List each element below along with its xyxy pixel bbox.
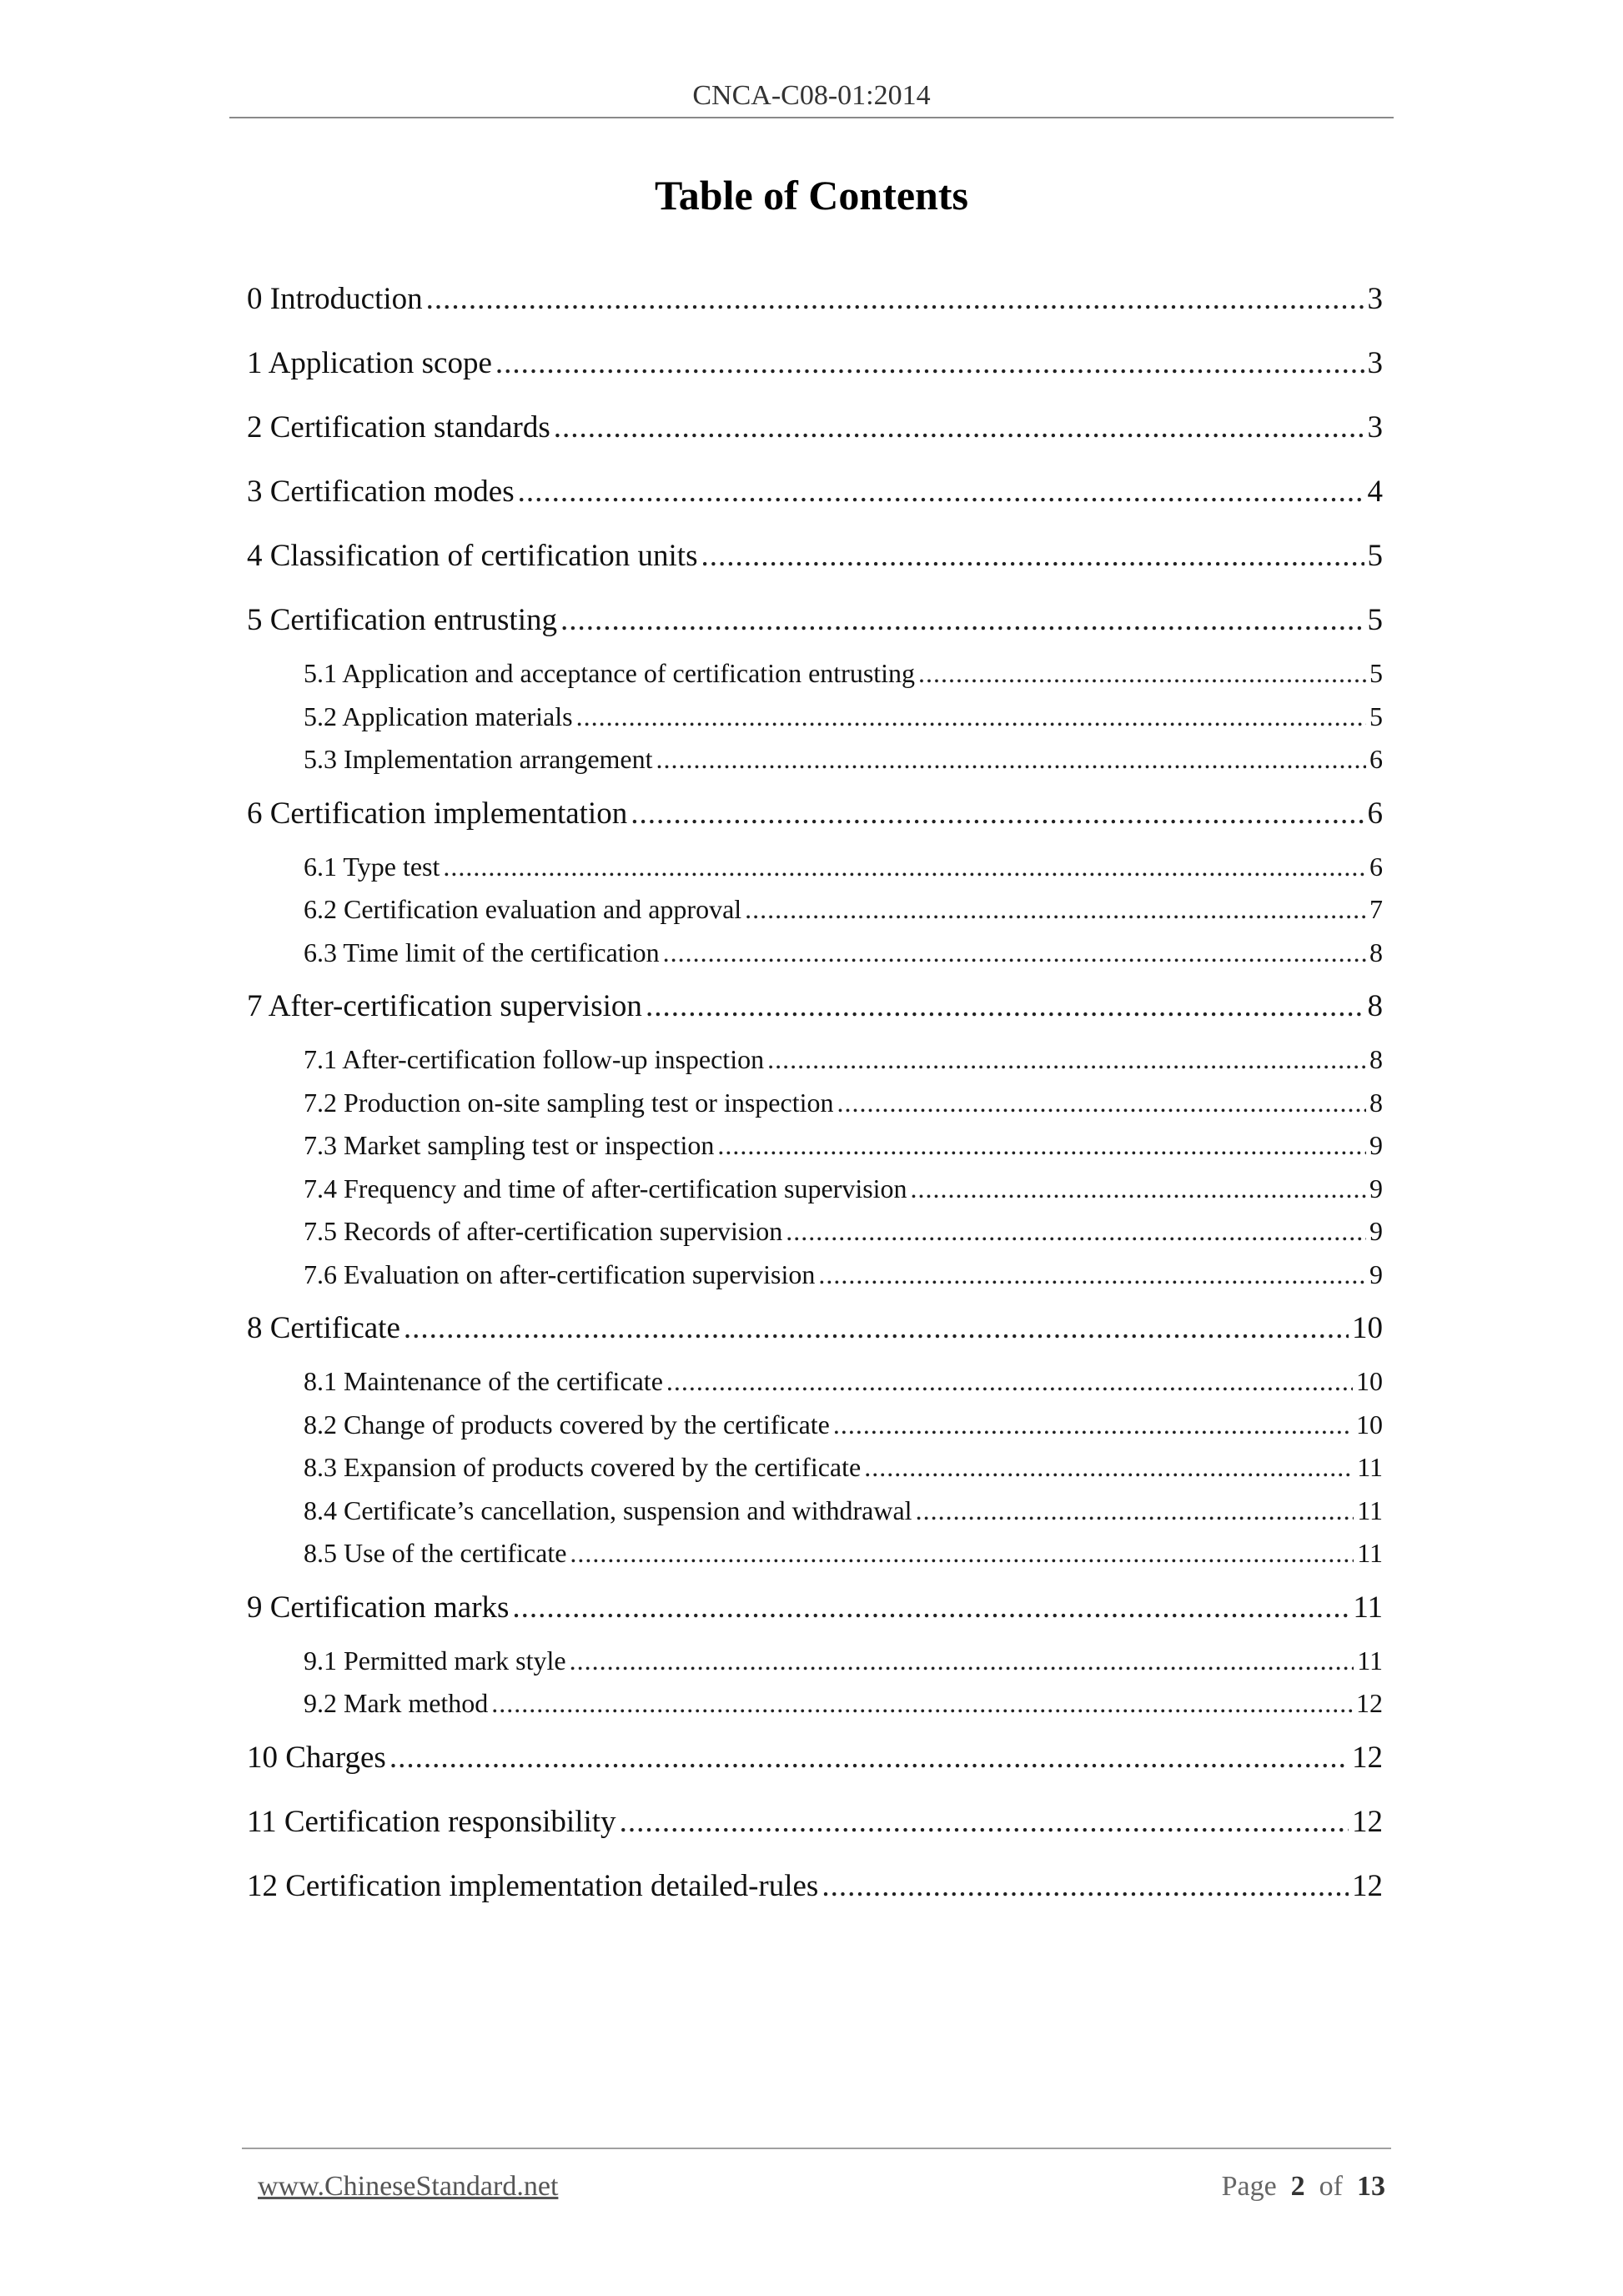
toc-entry-page: 10 [1352,1311,1383,1345]
website-link[interactable]: www.ChineseStandard.net [258,2171,559,2202]
toc-dot-leader [491,1682,1353,1726]
toc-subentry[interactable] [247,1168,1383,1211]
toc-entry-title: 6.2 Certification evaluation and approval [304,894,742,924]
footer-divider [242,2148,1391,2149]
toc-dot-leader [495,331,1364,395]
toc-dot-leader [426,267,1364,331]
page-total: 13 [1357,2171,1385,2202]
page-title: Table of Contents [655,172,968,219]
toc-subentry[interactable] [247,696,1383,739]
toc-dot-leader [570,1640,1354,1683]
toc-dot-leader [911,1168,1366,1211]
toc-entry-page: 3 [1367,346,1383,380]
toc-entry-title: 7.5 Records of after-certification supervision [304,1216,783,1246]
toc-entry-page: 11 [1357,1495,1383,1525]
toc-entry-title: 5.3 Implementation arrangement [304,744,653,774]
toc-subentry[interactable] [247,932,1383,975]
toc-entry-page: 11 [1357,1538,1383,1568]
toc-entry[interactable] [247,1296,1383,1360]
of-word: of [1319,2171,1343,2202]
toc-dot-leader [576,696,1366,739]
toc-entry-page: 12 [1352,1868,1383,1903]
toc-entry-page: 3 [1367,282,1383,316]
toc-entry-title: 9.2 Mark method [304,1688,489,1718]
toc-entry[interactable] [247,1726,1383,1790]
toc-entry-page: 11 [1357,1645,1383,1676]
toc-entry-title: 8.5 Use of the certificate [304,1538,567,1568]
toc-subentry[interactable] [247,1446,1383,1490]
toc-entry-page: 9 [1369,1173,1383,1203]
toc-dot-leader [570,1532,1354,1575]
document-code-header: CNCA-C08-01:2014 [692,80,931,111]
toc-entry-title: 1 Application scope [247,346,492,380]
toc-subentry[interactable] [247,888,1383,932]
toc-entry-title: 8 Certificate [247,1311,400,1345]
toc-dot-leader [554,395,1364,460]
toc-subentry[interactable] [247,738,1383,781]
toc-entry-title: 6.3 Time limit of the certification [304,937,660,967]
toc-entry-page: 3 [1367,410,1383,445]
toc-dot-leader [620,1790,1349,1854]
toc-entry-title: 7 After-certification supervision [247,989,642,1023]
toc-entry-page: 6 [1369,744,1383,774]
toc-subentry[interactable] [247,1404,1383,1447]
toc-entry-title: 7.1 After-certification follow-up inspection [304,1044,765,1074]
toc-entry-page: 6 [1369,851,1383,882]
toc-entry[interactable] [247,460,1383,524]
toc-dot-leader [745,888,1366,932]
toc-subentry[interactable] [247,1082,1383,1125]
page-indicator [1222,2171,1385,2203]
toc-entry-page: 5 [1367,539,1383,573]
toc-entry-page: 5 [1367,603,1383,637]
toc-entry-title: 3 Certification modes [247,475,515,509]
toc-dot-leader [646,974,1364,1038]
toc-entry-title: 7.4 Frequency and time of after-certification supervision [304,1173,907,1203]
toc-dot-leader [864,1446,1354,1490]
toc-dot-leader [786,1210,1366,1254]
toc-entry-title: 8.1 Maintenance of the certificate [304,1366,663,1396]
toc-entry-page: 11 [1357,1452,1383,1482]
toc-dot-leader [560,588,1364,652]
toc-entry-page: 9 [1369,1216,1383,1246]
toc-subentry[interactable] [247,1640,1383,1683]
toc-subentry[interactable] [247,1254,1383,1297]
toc-dot-leader [518,460,1364,524]
toc-dot-leader [818,1254,1366,1297]
toc-dot-leader [916,1490,1354,1533]
toc-entry-page: 8 [1367,989,1383,1023]
toc-entry-title: 12 Certification implementation detailed-rules [247,1868,819,1903]
toc-entry-title: 5.1 Application and acceptance of certification entrusting [304,658,916,688]
toc-entry-page: 5 [1369,658,1383,688]
toc-entry-title: 6.1 Type test [304,851,440,882]
toc-subentry[interactable] [247,1682,1383,1726]
toc-entry-title: 4 Classification of certification units [247,539,698,573]
toc-entry-title: 5 Certification entrusting [247,603,557,637]
toc-entry-title: 8.2 Change of products covered by the certificate [304,1409,830,1439]
toc-dot-leader [837,1082,1366,1125]
toc-entry-page: 4 [1367,475,1383,509]
toc-entry-page: 6 [1367,796,1383,831]
toc-entry-title: 8.4 Certificate’s cancellation, suspension and withdrawal [304,1495,912,1525]
toc-dot-leader [656,738,1366,781]
toc-entry-title: 9 Certification marks [247,1590,510,1625]
toc-dot-leader [701,524,1364,588]
toc-dot-leader [631,781,1364,846]
toc-entry[interactable] [247,781,1383,846]
toc-dot-leader [666,1360,1353,1404]
toc-entry-page: 10 [1356,1409,1383,1439]
toc-subentry[interactable] [247,1532,1383,1575]
toc-entry-page: 12 [1356,1688,1383,1718]
toc-entry-title: 10 Charges [247,1740,386,1775]
toc-subentry[interactable] [247,1038,1383,1082]
toc-entry-title: 8.3 Expansion of products covered by the certificate [304,1452,862,1482]
toc-entry-page: 10 [1356,1366,1383,1396]
toc-subentry[interactable] [247,846,1383,889]
page-word: Page [1221,2171,1277,2202]
toc-entry-page: 7 [1369,894,1383,924]
page-current: 2 [1290,2171,1305,2202]
toc-entry-page: 5 [1369,701,1383,731]
toc-entry-page: 12 [1352,1804,1383,1839]
toc-dot-leader [663,932,1366,975]
toc-dot-leader [443,846,1366,889]
toc-entry-title: 9.1 Permitted mark style [304,1645,566,1676]
toc-entry[interactable] [247,1854,1383,1918]
toc-entry-page: 11 [1353,1590,1383,1625]
toc-entry-title: 11 Certification responsibility [247,1804,616,1839]
toc-dot-leader [404,1296,1349,1360]
toc-entry-title: 2 Certification standards [247,410,550,445]
toc-dot-leader [512,1575,1349,1640]
toc-entry-page: 8 [1369,937,1383,967]
toc-subentry[interactable] [247,1490,1383,1533]
toc-dot-leader [389,1726,1349,1790]
toc-dot-leader [717,1124,1366,1168]
toc-entry[interactable] [247,524,1383,588]
toc-dot-leader [918,652,1366,696]
header-divider [229,117,1394,118]
toc-entry-page: 8 [1369,1044,1383,1074]
toc-subentry[interactable] [247,1124,1383,1168]
toc-entry[interactable] [247,974,1383,1038]
toc-subentry[interactable] [247,1210,1383,1254]
toc-entry-title: 7.3 Market sampling test or inspection [304,1130,715,1160]
toc-entry-title: 0 Introduction [247,282,423,316]
toc-entry-page: 9 [1369,1259,1383,1289]
toc-dot-leader [767,1038,1366,1082]
toc-entry[interactable] [247,1790,1383,1854]
toc-entry-title: 6 Certification implementation [247,796,628,831]
toc-entry-title: 7.6 Evaluation on after-certification supervision [304,1259,816,1289]
toc-entry-page: 12 [1352,1740,1383,1775]
toc-dot-leader [822,1854,1349,1918]
toc-entry[interactable] [247,267,1383,331]
toc-subentry[interactable] [247,652,1383,696]
toc-entry-title: 7.2 Production on-site sampling test or inspection [304,1087,834,1118]
toc-dot-leader [833,1404,1353,1447]
toc-entry-page: 8 [1369,1087,1383,1118]
toc-subentry[interactable] [247,1360,1383,1404]
table-of-contents [247,267,1383,1918]
toc-entry-title: 5.2 Application materials [304,701,573,731]
toc-entry[interactable] [247,395,1383,460]
toc-entry-page: 9 [1369,1130,1383,1160]
toc-entry[interactable] [247,331,1383,395]
toc-entry[interactable] [247,588,1383,652]
toc-entry[interactable] [247,1575,1383,1640]
